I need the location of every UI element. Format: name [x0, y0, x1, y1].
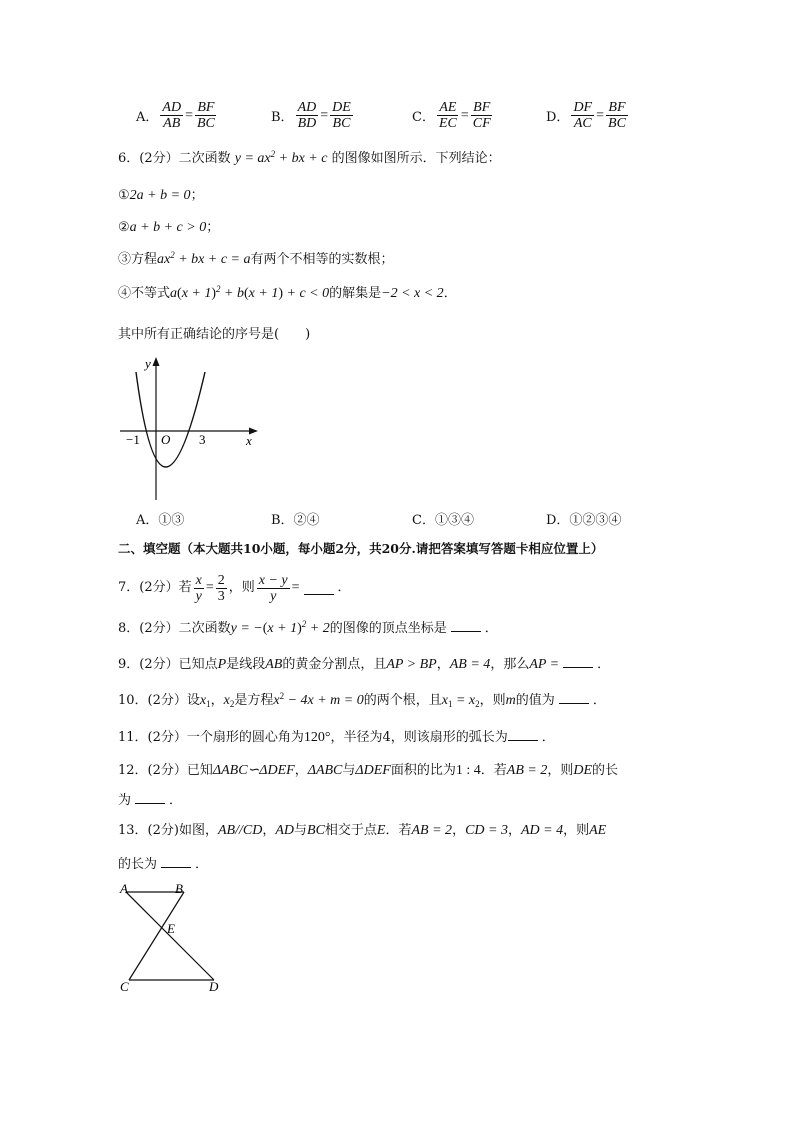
q10-text: ，则 — [479, 693, 506, 708]
q9-text: ，那么 — [490, 657, 530, 672]
q6-conclusion-1 — [118, 188, 204, 204]
q6-stem — [118, 151, 501, 167]
q6-stem-suffix: 的图像如图所示．下列结论： — [331, 151, 501, 166]
q13-text: 相交于点 — [324, 823, 377, 838]
q12-text: 的长 — [592, 763, 619, 778]
point-label-d: D — [209, 979, 219, 994]
q5-option-d: D． $\frac{DF}{AC}$ = $\frac{BF}{BC}$ — [546, 100, 626, 131]
q12-end: ． — [169, 793, 183, 808]
q10-x2: $x_2$ — [223, 693, 235, 709]
fraction-denominator: BC — [332, 116, 351, 131]
conclusion-end: ； — [190, 188, 204, 203]
q6-stem-prefix: 6．(2分）二次函数 — [118, 151, 231, 166]
fraction-denominator: BD — [297, 116, 317, 131]
graph-label-x: x — [246, 433, 252, 448]
fraction-numerator: AE — [439, 100, 457, 115]
q5-option-b: B． $\frac{AD}{BD}$ = $\frac{DE}{BC}$ — [271, 100, 351, 131]
q6-option-a: A．①③ — [136, 513, 185, 528]
q8-function: $y = -(x + 1)^2 + 2$ — [230, 619, 330, 636]
option-letter: D． — [546, 110, 570, 125]
conclusion-math: 2a + b = 0 — [129, 188, 191, 203]
conclusion-math: $ax^2$ + bx + c = a — [157, 250, 251, 267]
q13-figure — [116, 880, 236, 995]
conclusion-suffix: 有两个不相等的实数根； — [250, 252, 394, 267]
q13-math: AB = 2 — [411, 823, 453, 838]
q12-text: ，则 — [547, 763, 574, 778]
q13-line-2 — [118, 855, 208, 873]
point-label-c: C — [120, 979, 129, 994]
q12-line-1 — [118, 763, 618, 779]
conclusion-mid: 的解集是 — [329, 286, 382, 301]
q7-end: ． — [337, 580, 351, 595]
fraction-numerator: DF — [573, 100, 593, 115]
q10-equation: $x^2 - 4x + m = 0$ — [273, 691, 364, 708]
conclusion-math-2: −2 < x < 2 — [381, 286, 444, 301]
answer-blank[interactable] — [304, 582, 334, 595]
q13-segment: BC — [307, 823, 325, 838]
q9-end: ． — [597, 657, 611, 672]
fraction-denominator: EC — [438, 116, 457, 131]
graph-label-three: 3 — [199, 432, 206, 447]
q12-line-2 — [118, 791, 182, 809]
q12-text: 为 — [118, 793, 132, 808]
answer-blank[interactable] — [135, 791, 165, 804]
point-label-a: A — [120, 881, 128, 896]
fraction-denominator: BC — [608, 116, 626, 131]
q12-text: ， — [294, 763, 308, 778]
q8-end: ． — [484, 621, 498, 636]
q10-text: 的两个根，且 — [363, 693, 442, 708]
fraction-numerator: AD — [162, 100, 182, 115]
option-letter: B． — [271, 110, 294, 125]
option-letter: C． — [412, 110, 435, 125]
q10-text: 是方程 — [234, 693, 274, 708]
q9 — [118, 655, 610, 673]
q12-triangle-1: ΔABC — [307, 763, 343, 778]
q8-suffix: 的图像的顶点坐标是 — [329, 621, 447, 636]
q13-text: ， — [452, 823, 466, 838]
q10 — [118, 691, 606, 709]
q10-prefix: 10．(2分）设 — [118, 693, 200, 708]
q8-prefix: 8．(2分）二次函数 — [118, 621, 231, 636]
q9-point: P — [217, 657, 227, 672]
q8 — [118, 619, 498, 637]
answer-blank[interactable] — [563, 655, 593, 668]
q12-prefix: 12．(2分）已知 — [118, 763, 213, 778]
fraction-denominator: AC — [573, 116, 592, 131]
q12-ratio: 1 : 4 — [455, 763, 481, 778]
q12-segment: DE — [573, 763, 593, 778]
y-axis-arrow-icon — [153, 357, 160, 366]
q7-prefix: 7．(2分）若 — [118, 580, 192, 595]
q9-segment: AB — [265, 657, 283, 672]
q13-text: ，则 — [563, 823, 590, 838]
q5-option-a: A． $\frac{AD}{AB}$ = $\frac{BF}{BC}$ — [136, 100, 215, 131]
q9-text: 是线段 — [226, 657, 266, 672]
q12-math: AB = 2 — [506, 763, 548, 778]
fraction-numerator: BF — [473, 100, 491, 115]
fraction-denominator: 3 — [217, 588, 225, 604]
segment-ad — [126, 892, 214, 980]
q6-function: $y = ax^2$ + bx + c — [234, 149, 328, 166]
q6-conclusion-4 — [118, 286, 457, 302]
q13-text: ．若 — [385, 823, 412, 838]
q6-conclusion-2 — [118, 220, 219, 236]
q9-math: AP = — [529, 657, 560, 672]
fraction-numerator: 2 — [217, 572, 225, 588]
q13-parallel: AB//CD — [217, 823, 263, 838]
q10-condition: $x_1 = x_2$ — [441, 693, 480, 709]
answer-blank[interactable] — [508, 728, 538, 741]
q13-text: 的长为 — [118, 857, 158, 872]
point-label-b: B — [175, 881, 183, 896]
point-label-e: E — [167, 921, 175, 936]
q10-m: m — [505, 693, 516, 708]
fraction-denominator: AB — [163, 116, 181, 131]
q13-prefix: 13．(2分)如图， — [118, 823, 218, 838]
q13-text: ， — [262, 823, 276, 838]
q13-segment: AE — [589, 823, 607, 838]
conclusion-mark: ① — [118, 188, 130, 203]
q12-text: ．若 — [480, 763, 507, 778]
fraction-numerator: x − y — [258, 572, 288, 588]
q10-end: ． — [592, 693, 606, 708]
fraction-numerator: x — [195, 572, 202, 588]
fraction-denominator: CF — [472, 116, 491, 131]
q12-text: 面积的比为 — [390, 763, 456, 778]
graph-label-y: y — [145, 356, 151, 371]
fraction-numerator: AD — [297, 100, 317, 115]
q7: 7．(2分）若 $\frac{x}{y}$ = $\frac{2}{3}$ ，则 $\frac{x - y}{y}$ = ． — [118, 572, 351, 604]
graph-label-minus-one: −1 — [126, 432, 140, 447]
conclusion-math: $a(x + 1)^2 + b(x + 1) + c < 0$ — [170, 284, 330, 301]
fraction-denominator: BC — [196, 116, 215, 131]
fraction-denominator: y — [195, 588, 202, 604]
q11-angle: 120° — [303, 730, 331, 745]
q9-math: AB = 4 — [449, 657, 491, 672]
q11-text: ，半径为4，则该扇形的弧长为 — [330, 730, 508, 745]
q9-prefix: 9．(2分）已知点 — [118, 657, 218, 672]
fraction-denominator: y — [270, 588, 277, 604]
fraction-numerator: DE — [332, 100, 351, 115]
graph-label-origin: O — [161, 432, 171, 447]
q7-mid: ，则 — [228, 580, 255, 595]
q6-conclusion-3 — [118, 252, 394, 268]
q6-option-d: D．①②③④ — [546, 513, 622, 528]
q9-text: 的黄金分割点，且 — [282, 657, 387, 672]
q10-x1: $x_1$ — [199, 693, 211, 709]
q12-similarity: ΔABC∽ΔDEF — [212, 763, 295, 778]
q9-text: ， — [436, 657, 450, 672]
fraction-numerator: BF — [197, 100, 215, 115]
q11-prefix: 11．(2分）一个扇形的圆心角为 — [118, 730, 304, 745]
q12-triangle-2: ΔDEF — [355, 763, 391, 778]
answer-blank[interactable] — [451, 619, 481, 632]
answer-blank[interactable] — [161, 855, 191, 868]
section-heading: 二、填空题（本大题共10小题，每小题2分，共20分.请把答案填写答题卡相应位置上） — [118, 541, 604, 556]
q11 — [118, 728, 555, 746]
conclusion-prefix: ④不等式 — [118, 286, 171, 301]
parabola-curve — [136, 372, 205, 467]
q10-text: ， — [210, 693, 224, 708]
q6-option-c: C．①③④ — [412, 513, 474, 528]
q6-option-b: B．②④ — [271, 513, 320, 528]
q13-segment: AD — [275, 823, 294, 838]
answer-blank[interactable] — [559, 691, 589, 704]
q11-end: ． — [541, 730, 555, 745]
q5-option-c: C． $\frac{AE}{EC}$ = $\frac{BF}{CF}$ — [412, 100, 491, 131]
q13-text: 与 — [294, 823, 308, 838]
q6-parabola-graph — [118, 352, 263, 502]
q12-text: 与 — [342, 763, 356, 778]
q13-text: ， — [507, 823, 521, 838]
fraction-numerator: BF — [608, 100, 626, 115]
q13-end: ． — [195, 857, 209, 872]
conclusion-math: a + b + c > 0 — [129, 220, 207, 235]
q10-text: 的值为 — [515, 693, 555, 708]
option-letter: A． — [136, 110, 159, 125]
q6-question: 其中所有正确结论的序号是( ) — [118, 327, 311, 342]
q13-line-1 — [118, 823, 606, 839]
conclusion-end: ． — [443, 286, 457, 301]
q13-point: E — [376, 823, 386, 838]
q13-math: AD = 4 — [521, 823, 564, 838]
conclusion-mark: ② — [118, 220, 130, 235]
q9-math: AP > BP — [386, 657, 437, 672]
segment-bc — [129, 892, 184, 980]
conclusion-prefix: ③方程 — [118, 252, 158, 267]
q13-math: CD = 3 — [465, 823, 508, 838]
conclusion-end: ； — [206, 220, 220, 235]
